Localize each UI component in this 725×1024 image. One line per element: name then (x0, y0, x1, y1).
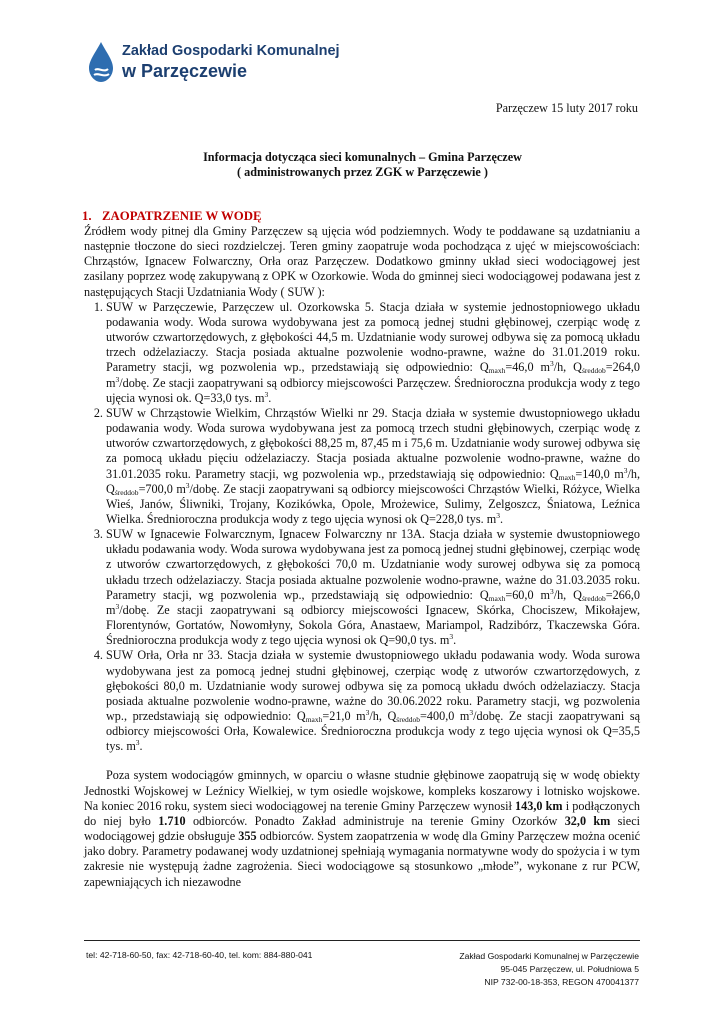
intro-paragraph: Źródłem wody pitnej dla Gminy Parzęczew są ujęcia wód podziemnych. Wody te poddawane są uzdatnianiu a następnie tłoczone do sieci rozdzielczej. Teren gminy zaopatruje woda pochodząca z ujęć w miejscowościach: Chrząstów, Ignacew Folwarczny, Orła oraz Parzęczew. Dodatkowo gminny układ sieci wodociągowej jest zasilany poprzez wodę zakupywaną z OPK w Ozorkowie. Woda do gminnej sieci wodociągowej podawana jest z następujących Stacji Uzdatniania Wody ( SUW ): (84, 224, 640, 299)
logo-line-1: Zakład Gospodarki Komunalnej (122, 43, 340, 59)
title-line-2: ( administrowanych przez ZGK w Parzęczewie ) (237, 165, 488, 179)
section-heading (82, 209, 262, 224)
station-item: 2. SUW w Chrząstowie Wielkim, Chrząstów Wielki nr 29. Stacja działa w systemie dwustopniowego układu podawania wody. Woda surowa wydobywana jest za pomocą trzech studni głębinowych, czerpiąc wodę z utworów czwartorzędowych, z głębokości 88,25 m, 87,45 m i 75,6 m. Uzdatnianie wody surowej odbywa się za pomocą układu pięciu odżelaziaczy. Stacja posiada aktualne pozwolenie wodno-prawne, ważne do 31.01.2035 roku. Parametry stacji, wg pozwolenia wp., przedstawiają się odpowiednio: $Q_{maxh}=140,0$ $m^3/h$, $Q_{średdob}=700,0$ $m^3$/dobę. Ze stacji zaopatrywani są odbiorcy miejscowości Chrząstów Wielki, Różyce, Wielka Wieś, Janów, Śliwniki, Trojany, Kozikówka, Opole, Mrożewice, Sulimy, Zelgoszcz, Śniatowa, Leźnica Wielka. Średnioroczna produkcja wody z tego ujęcia wynosi ok Q=228,0 tys. $m^3$. (106, 406, 640, 527)
station-item: 3. SUW w Ignacewie Folwarcznym, Ignacew Folwarczny nr 13A. Stacja działa w systemie dwustopniowego układu podawania wody. Woda surowa wydobywana jest za pomocą jednej studni głębinowej, czerpiąc wodę z utworów czwartorzędowych, z głębokości 70,0 m. Uzdatnianie wody surowej odbywa się za pomocą układu trzech odżelaziaczy. Stacja posiada aktualne pozwolenie wodno-prawne, ważne do 31.03.2035 roku. Parametry stacji, wg pozwolenia wp., przedstawiają się odpowiednio: $Q_{maxh}=60,0$ $m^3/h$, $Q_{średdob}=266,0$ $m^3$/dobę. Ze stacji zaopatrywani są odbiorcy miejscowości Ignacew, Skórka, Chociszew, Mikołajew, Florentynów, Gortatów, Nowomłyny, Sokola Góra, Anastaew, Mariampol, Radzibórz, Tkaczewska Góra. Średnioroczna produkcja wody z tego ujęcia wynosi ok Q=90,0 tys. $m^3$. (106, 527, 640, 648)
footer-contact: tel: 42-718-60-50, fax: 42-718-60-40, tel. kom: 884-880-041 (86, 950, 313, 960)
footer-company-info (459, 950, 639, 989)
section-number: 1. (82, 209, 92, 223)
document-title (0, 150, 725, 180)
company-logo (86, 40, 366, 86)
logo-line-2: w Parzęczewie (122, 61, 248, 81)
document-date: Parzęczew 15 luty 2017 roku (495, 101, 638, 115)
footer-divider (84, 940, 640, 941)
title-line-1: Informacja dotycząca sieci komunalnych – Gmina Parzęczew (203, 150, 522, 164)
water-drop-icon (86, 40, 116, 86)
section-title: ZAOPATRZENIE W WODĘ (102, 209, 262, 223)
station-item: 4. SUW Orła, Orła nr 33. Stacja działa w systemie dwustopniowego układu podawania wody. Woda surowa wydobywana jest za pomocą jednej studni głębinowej, czerpiąc wodę z utworów czwartorzędowych, z głębokości 80,0 m. Uzdatnianie wody surowej odbywa się za pomocą układu dwóch odżelaziaczy. Stacja posiada aktualne pozwolenie wodno-prawne, ważne do 30.06.2022 roku. Parametry stacji, wg pozwolenia wp., przedstawiają się odpowiednio: $Q_{maxh}=21,0$ $m^3/h$, $Q_{średdob}=400,0$ $m^3$/dobę. Ze stacji zaopatrywani są odbiorcy miejscowości Orła, Kowalewice. Średnioroczna produkcja wody z tego ujęcia wynosi ok Q=35,5 tys. $m^3$. (106, 648, 640, 754)
document-body (84, 224, 640, 890)
footer-company: Zakład Gospodarki Komunalnej w Parzęczewie (459, 951, 639, 961)
footer-ids: NIP 732-00-18-353, REGON 470041377 (484, 977, 639, 987)
summary-paragraph: Poza system wodociągów gminnych, w oparciu o własne studnie głębinowe zaopatrują się w wodę obiekty Jednostki Wojskowej w Leźnicy Wielkiej, w tym osiedle wojskowe, kompleks koszarowy i lotnisko wojskowe. Na koniec 2016 roku, system sieci wodociągowej na terenie Gminy Parzęczew wynosił 143,0 km i podłączonych do niej było 1.710 odbiorców. Ponadto Zakład administruje na terenie Gminy Ozorków 32,0 km sieci wodociągowej gdzie obsługuje 355 odbiorców. System zaopatrzenia w wodę dla Gminy Parzęczew można ocenić jako dobry. Parametry podawanej wody uzdatnionej spełniają wymagania normatywne wody do spożycia i w tym zakresie nie występują żadne zagrożenia. Sieci wodociągowe są stosunkowo „młode”, wykonane z rur PCW, zapewniających ich niezawodne (84, 768, 640, 889)
station-item: 1. SUW w Parzęczewie, Parzęczew ul. Ozorkowska 5. Stacja działa w systemie jednostopniowego układu podawania wody. Woda surowa wydobywana jest za pomocą jednej studni głębinowej, czerpiąc wodę z utworów czwartorzędowych, z głębokości 44,5 m. Uzdatnianie wody surowej odbywa się za pomocą układu trzech odżelaziaczy. Stacja posiada aktualne pozwolenie wodno-prawne, ważne do 31.01.2019 roku. Parametry stacji, wg pozwolenia wp., przedstawiają się odpowiednio: $Q_{maxh}=46,0$ $m^3/h$, $Q_{średdob}=264,0$ $m^3$/dobę. Ze stacji zaopatrywani są odbiorcy miejscowości Parzęczew. Średnioroczna produkcja wody z tego ujęcia wynosi ok. Q=33,0 tys. $m^3$. (106, 300, 640, 406)
stations-list (84, 300, 640, 755)
footer-address: 95-045 Parzęczew, ul. Południowa 5 (500, 964, 639, 974)
